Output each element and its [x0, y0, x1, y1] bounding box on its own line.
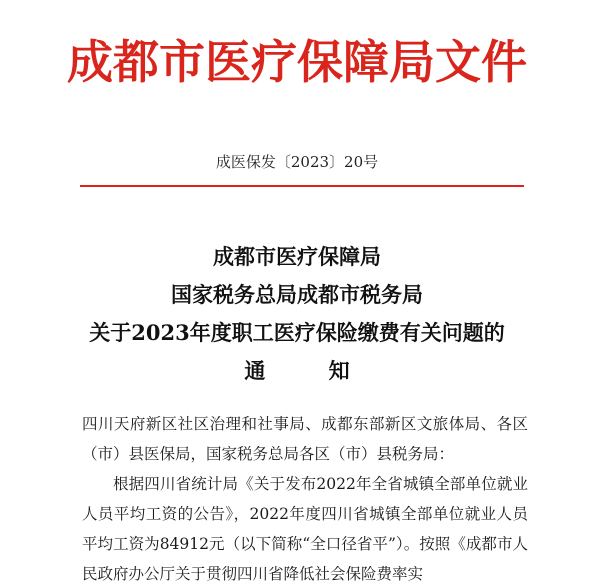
- body-paragraph-1: 根据四川省统计局《关于发布2022年全省城镇全部单位就业人员平均工资的公告》，2022年度四川省城镇全部单位就业人员平均工资为84912元（以下简称“全口径省平”）。按照《成都市人民政府办公厅关于贯彻四川省降低社会保险费率实: [82, 475, 528, 583]
- document-header-title: 成都市医疗保障局文件: [67, 35, 527, 89]
- subject-line-issuer-1: 成都市医疗保障局: [213, 244, 381, 269]
- addressee-paragraph: 四川天府新区社区治理和社事局、成都东部新区文旅体局、各区（市）县医保局，国家税务总局各区（市）县税务局：: [82, 415, 528, 463]
- subject-line-notice: 通 知: [244, 358, 378, 383]
- subject-line-topic: 关于2023年度职工医疗保险缴费有关问题的: [89, 320, 505, 345]
- red-separator-line: [80, 185, 524, 187]
- document-body: [82, 409, 528, 585]
- subject-line-issuer-2: 国家税务总局成都市税务局: [171, 282, 423, 307]
- notice-subject: [0, 238, 594, 390]
- document-number: 成医保发〔2023〕20号: [215, 153, 379, 171]
